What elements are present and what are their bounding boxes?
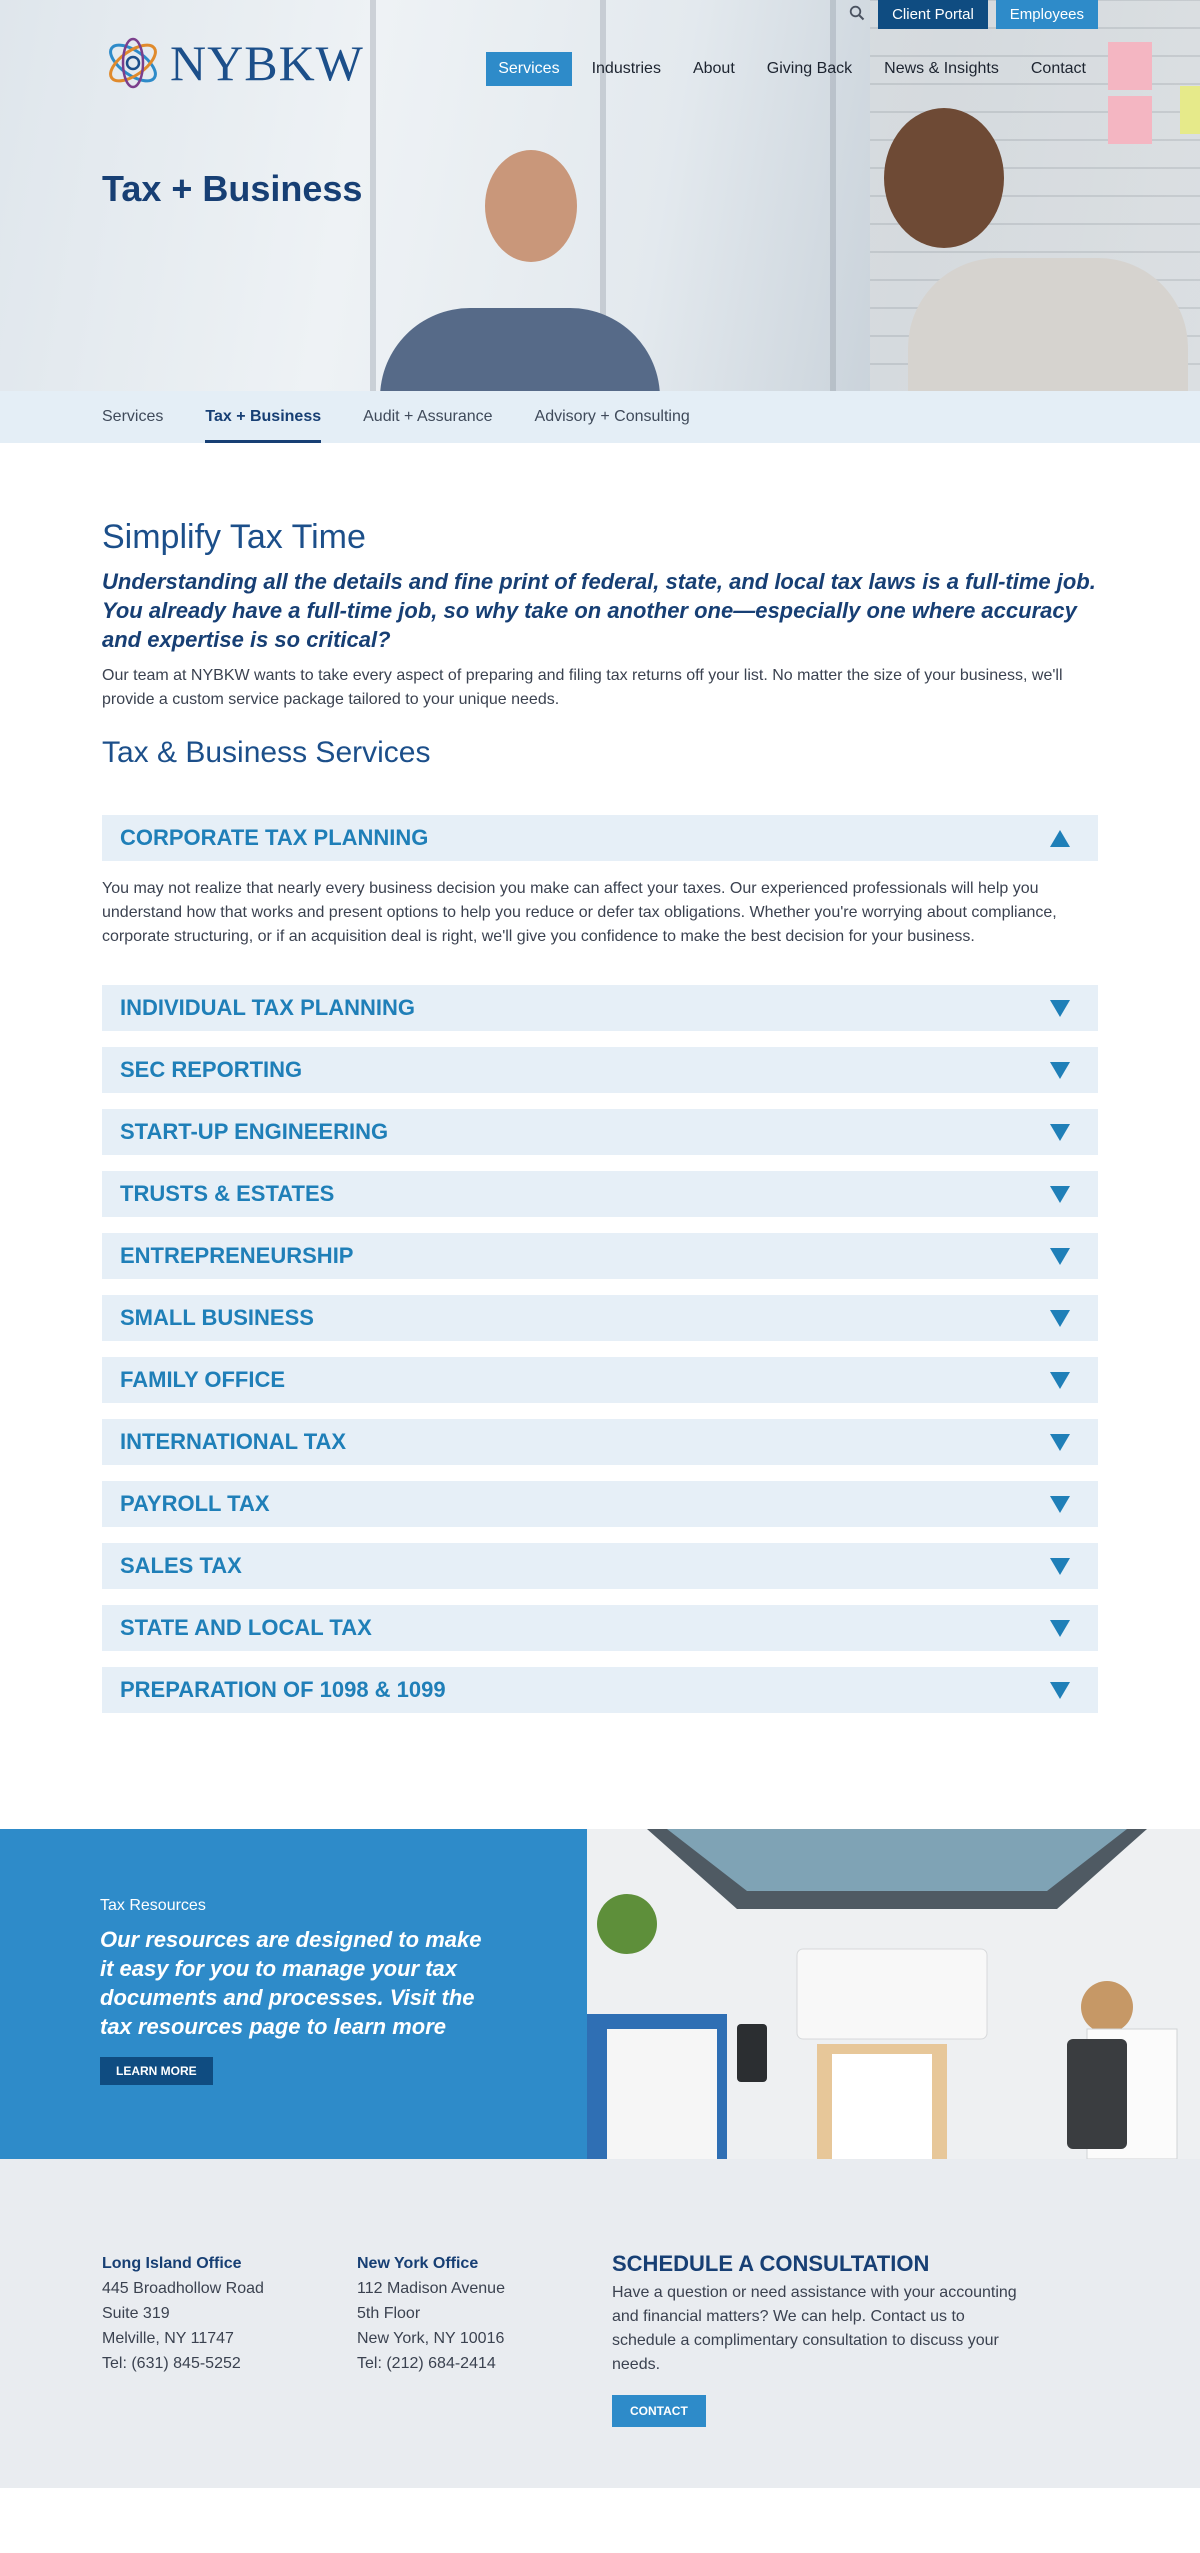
client-portal-button[interactable]: Client Portal [878,0,988,29]
office-address-line: 5th Floor [357,2305,421,2322]
accordion-header[interactable] [102,1357,1098,1403]
accordion-list [102,985,1098,1713]
chevron-down-icon [1050,1496,1070,1513]
logo-mark-icon [102,32,164,94]
consultation-block [612,2251,1032,2488]
office-phone[interactable]: Tel: (212) 684-2414 [357,2355,496,2372]
accordion-header-corporate-tax-planning[interactable] [102,815,1098,861]
accordion-label: FAMILY OFFICE [120,1367,286,1392]
resources-text: Our resources are designed to make it easy for you to manage your tax documents and processes. Visit the tax resources page to learn more [100,1927,482,2039]
nav-item-contact[interactable]: Contact [1030,60,1086,77]
accordion-label: INDIVIDUAL TAX PLANNING [120,995,415,1020]
consultation-text: Have a question or need assistance with your accounting and financial matters? We can help. Contact us to schedule a complimentary consultation to discuss your needs. [612,2284,1017,2373]
accordion-header[interactable] [102,1171,1098,1217]
chevron-down-icon [1050,1372,1070,1389]
services-title: Tax & Business Services [102,736,431,769]
tax-resources-section [0,1829,1200,2159]
accordion-header[interactable] [102,1295,1098,1341]
chevron-down-icon [1050,1558,1070,1575]
search-icon[interactable] [844,0,870,26]
chevron-down-icon [1050,1682,1070,1699]
chevron-down-icon [1050,1062,1070,1079]
utility-bar [844,0,1098,29]
office-name: Long Island Office [102,2255,242,2272]
accordion-header[interactable] [102,985,1098,1031]
chevron-down-icon [1050,1124,1070,1141]
nav-item-about[interactable]: About [692,60,735,77]
office-address-line: Melville, NY 11747 [102,2330,234,2347]
chevron-down-icon [1050,1310,1070,1327]
accordion-label: START-UP ENGINEERING [120,1119,389,1144]
logo[interactable] [102,32,364,94]
office-new-york [357,2251,612,2488]
accordion-header[interactable] [102,1047,1098,1093]
resources-kicker: Tax Resources [100,1897,206,1914]
accordion-body: You may not realize that nearly every business decision you make can affect your taxes. Our experienced professionals will help you understand how that works and present options to help you reduce or defer tax obligations. Whether you're worrying about compliance, corporate structuring, or if an acquisition deal is right, we'll give you confidence to make the best decision for your business. [102,880,1057,945]
sub-nav [0,391,1200,443]
main-content [0,443,1200,1829]
desk-illustration [587,1829,1200,2159]
subnav-item-services[interactable]: Services [102,408,164,425]
consultation-title: SCHEDULE A CONSULTATION [612,2251,930,2276]
logo-wordmark: NYBKW [170,35,364,91]
nav-item-news-insights[interactable]: News & Insights [884,60,999,77]
chevron-down-icon [1050,1620,1070,1637]
accordion-header[interactable] [102,1109,1098,1155]
accordion-header[interactable] [102,1605,1098,1651]
accordion-label: SEC REPORTING [120,1057,303,1082]
accordion-label: CORPORATE TAX PLANNING [120,825,429,850]
chevron-up-icon [1050,830,1070,847]
office-address-line: Suite 319 [102,2305,170,2322]
accordion-header[interactable] [102,1543,1098,1589]
accordion-label: ENTREPRENEURSHIP [120,1243,354,1268]
nav-item-industries[interactable]: Industries [591,60,661,77]
accordion-label: PAYROLL TAX [120,1491,270,1516]
office-long-island [102,2251,357,2488]
footer [0,2159,1200,2488]
hero-banner [0,0,1200,391]
learn-more-button[interactable]: LEARN MORE [100,2057,213,2085]
resources-panel [0,1829,587,2159]
accordion-label: TRUSTS & ESTATES [120,1181,335,1206]
accordion-header[interactable] [102,1233,1098,1279]
accordion-label: SALES TAX [120,1553,242,1578]
subnav-item-tax-business[interactable]: Tax + Business [205,391,321,443]
nav-item-giving-back[interactable]: Giving Back [766,60,853,77]
intro-lead: Understanding all the details and fine print of federal, state, and local tax laws is a full-time job. You already have a full-time job, so why take on another one—especially one where accuracy and expertise is so critical? [102,569,1096,652]
accordion-label: PREPARATION OF 1098 & 1099 [120,1677,446,1702]
nav-item-services[interactable]: Services [486,52,571,86]
office-address-line: New York, NY 10016 [357,2330,505,2347]
office-phone[interactable]: Tel: (631) 845-5252 [102,2355,241,2372]
sticky-note [1180,86,1200,134]
subnav-item-audit-assurance[interactable]: Audit + Assurance [363,408,493,425]
accordion-header[interactable] [102,1481,1098,1527]
subnav-item-advisory-consulting[interactable]: Advisory + Consulting [534,408,690,425]
page-title: Tax + Business [102,168,363,209]
sticky-note [1108,42,1152,90]
intro-title: Simplify Tax Time [102,518,366,556]
office-address-line: 445 Broadhollow Road [102,2280,264,2297]
main-nav [486,52,1098,86]
chevron-down-icon [1050,1248,1070,1265]
hero-person-left [380,150,660,391]
contact-button[interactable]: CONTACT [612,2395,706,2427]
accordion-label: STATE AND LOCAL TAX [120,1615,372,1640]
accordion-header[interactable] [102,1667,1098,1713]
desk-photo [587,1829,1200,2159]
intro-body: Our team at NYBKW wants to take every aspect of preparing and filing tax returns off your list. No matter the size of your business, we'll provide a custom service package tailored to your unique needs. [102,667,1063,708]
window-frame [370,0,376,391]
chevron-down-icon [1050,1434,1070,1451]
office-name: New York Office [357,2255,479,2272]
accordion-header[interactable] [102,1419,1098,1465]
hero-person-right [880,108,1180,391]
chevron-down-icon [1050,1000,1070,1017]
accordion-label: INTERNATIONAL TAX [120,1429,347,1454]
chevron-down-icon [1050,1186,1070,1203]
office-address-line: 112 Madison Avenue [357,2280,505,2297]
employees-button[interactable]: Employees [996,0,1098,29]
accordion-label: SMALL BUSINESS [120,1305,314,1330]
